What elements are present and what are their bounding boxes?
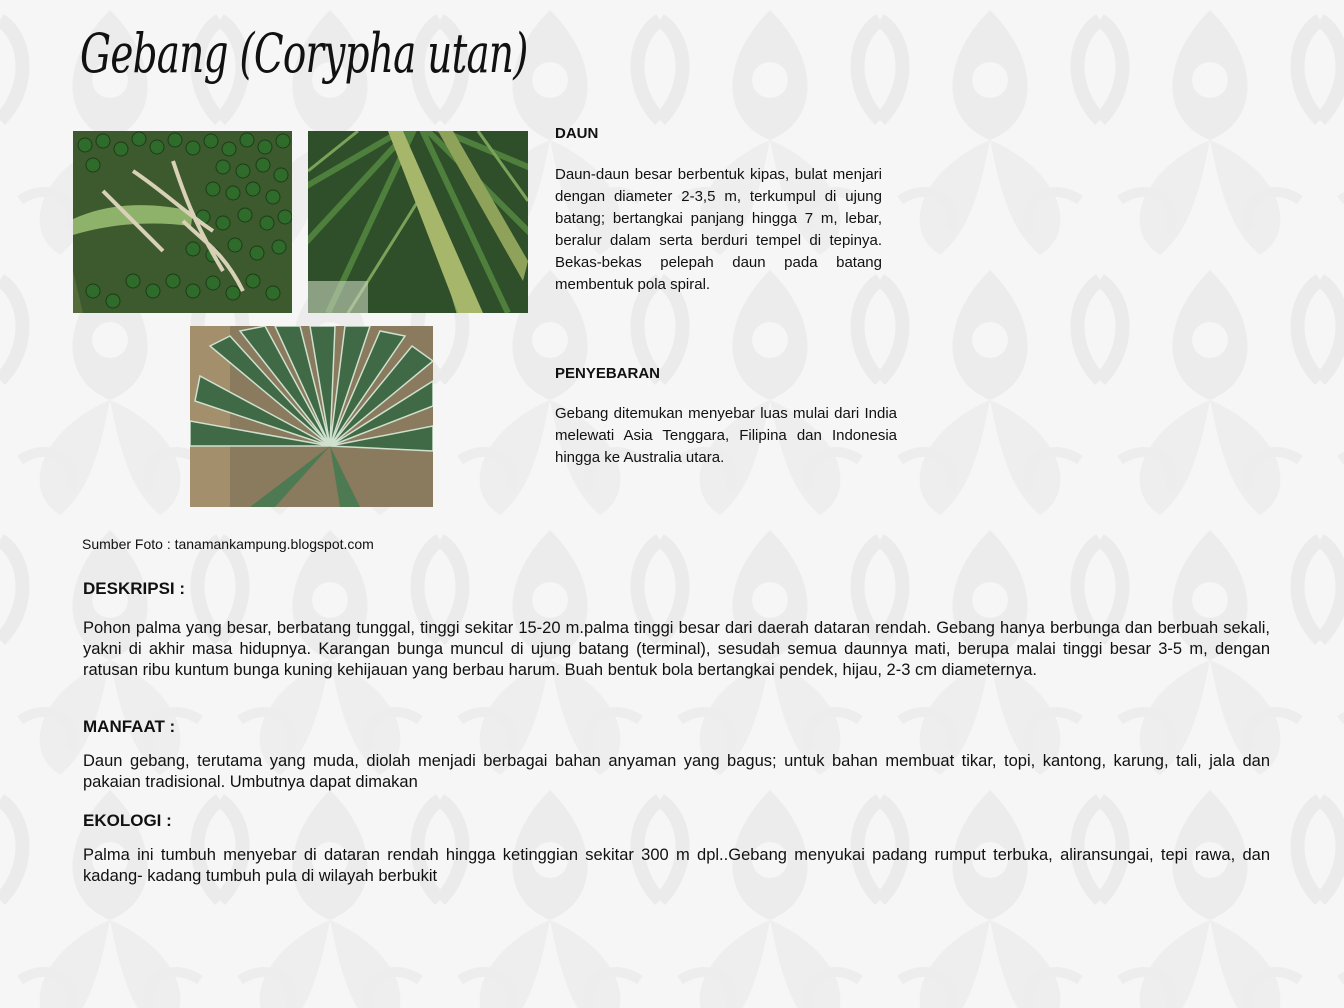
deskripsi-heading: DESKRIPSI : (83, 579, 186, 598)
fan-leaf-photo (190, 326, 433, 507)
palm-fronds-photo (308, 131, 528, 313)
deskripsi-text: Pohon palma yang besar, berbatang tunggal, tinggi sekitar 15-20 m.palma tinggi besar dari daerah dataran rendah. Gebang hanya berbunga dan berbuah sekali, yakni di akhir masa hidupnya. Karangan bunga muncul di ujung batang (terminal), sesudah semua daunnya mati, berupa malai tinggi besar 3-5 m, dengan ratusan ribu kuntum bunga kuning kehijauan yang berbau harum. Buah bentuk bola bertangkai pendek, hijau, 2-3 cm diameternya. (83, 619, 1270, 679)
fruit-cluster-photo (73, 131, 292, 313)
photo-source: Sumber Foto : tanamankampung.blogspot.com (82, 536, 374, 552)
daun-text: Daun-daun besar berbentuk kipas, bulat menjari dengan diameter 2-3,5 m, terkumpul di ujung batang; bertangkai panjang hingga 7 m, lebar, beralur dalam serta berduri tempel di tepinya. Bekas-bekas pelepah daun pada batang membentuk pola spiral. (555, 166, 882, 293)
manfaat-text: Daun gebang, terutama yang muda, diolah menjadi berbagai bahan anyaman yang bagus; untuk bahan membuat tikar, topi, kantong, karung, tali, jala dan pakaian tradisional. Umbutnya dapat dimakan (83, 752, 1270, 791)
penyebaran-text: Gebang ditemukan menyebar luas mulai dari India melewati Asia Tenggara, Filipina dan Indonesia hingga ke Australia utara. (555, 405, 897, 466)
ekologi-heading: EKOLOGI : (83, 811, 172, 830)
ekologi-text: Palma ini tumbuh menyebar di dataran rendah hingga ketinggian sekitar 300 m dpl..Gebang menyukai padang rumput terbuka, aliransungai, tepi rawa, dan kadang- kadang tumbuh pula di wilayah berbukit (83, 846, 1270, 885)
manfaat-heading: MANFAAT : (83, 717, 176, 736)
daun-heading: DAUN (555, 125, 599, 142)
penyebaran-heading: PENYEBARAN (555, 365, 661, 382)
page-title: Gebang (Corypha utan) (80, 22, 528, 85)
